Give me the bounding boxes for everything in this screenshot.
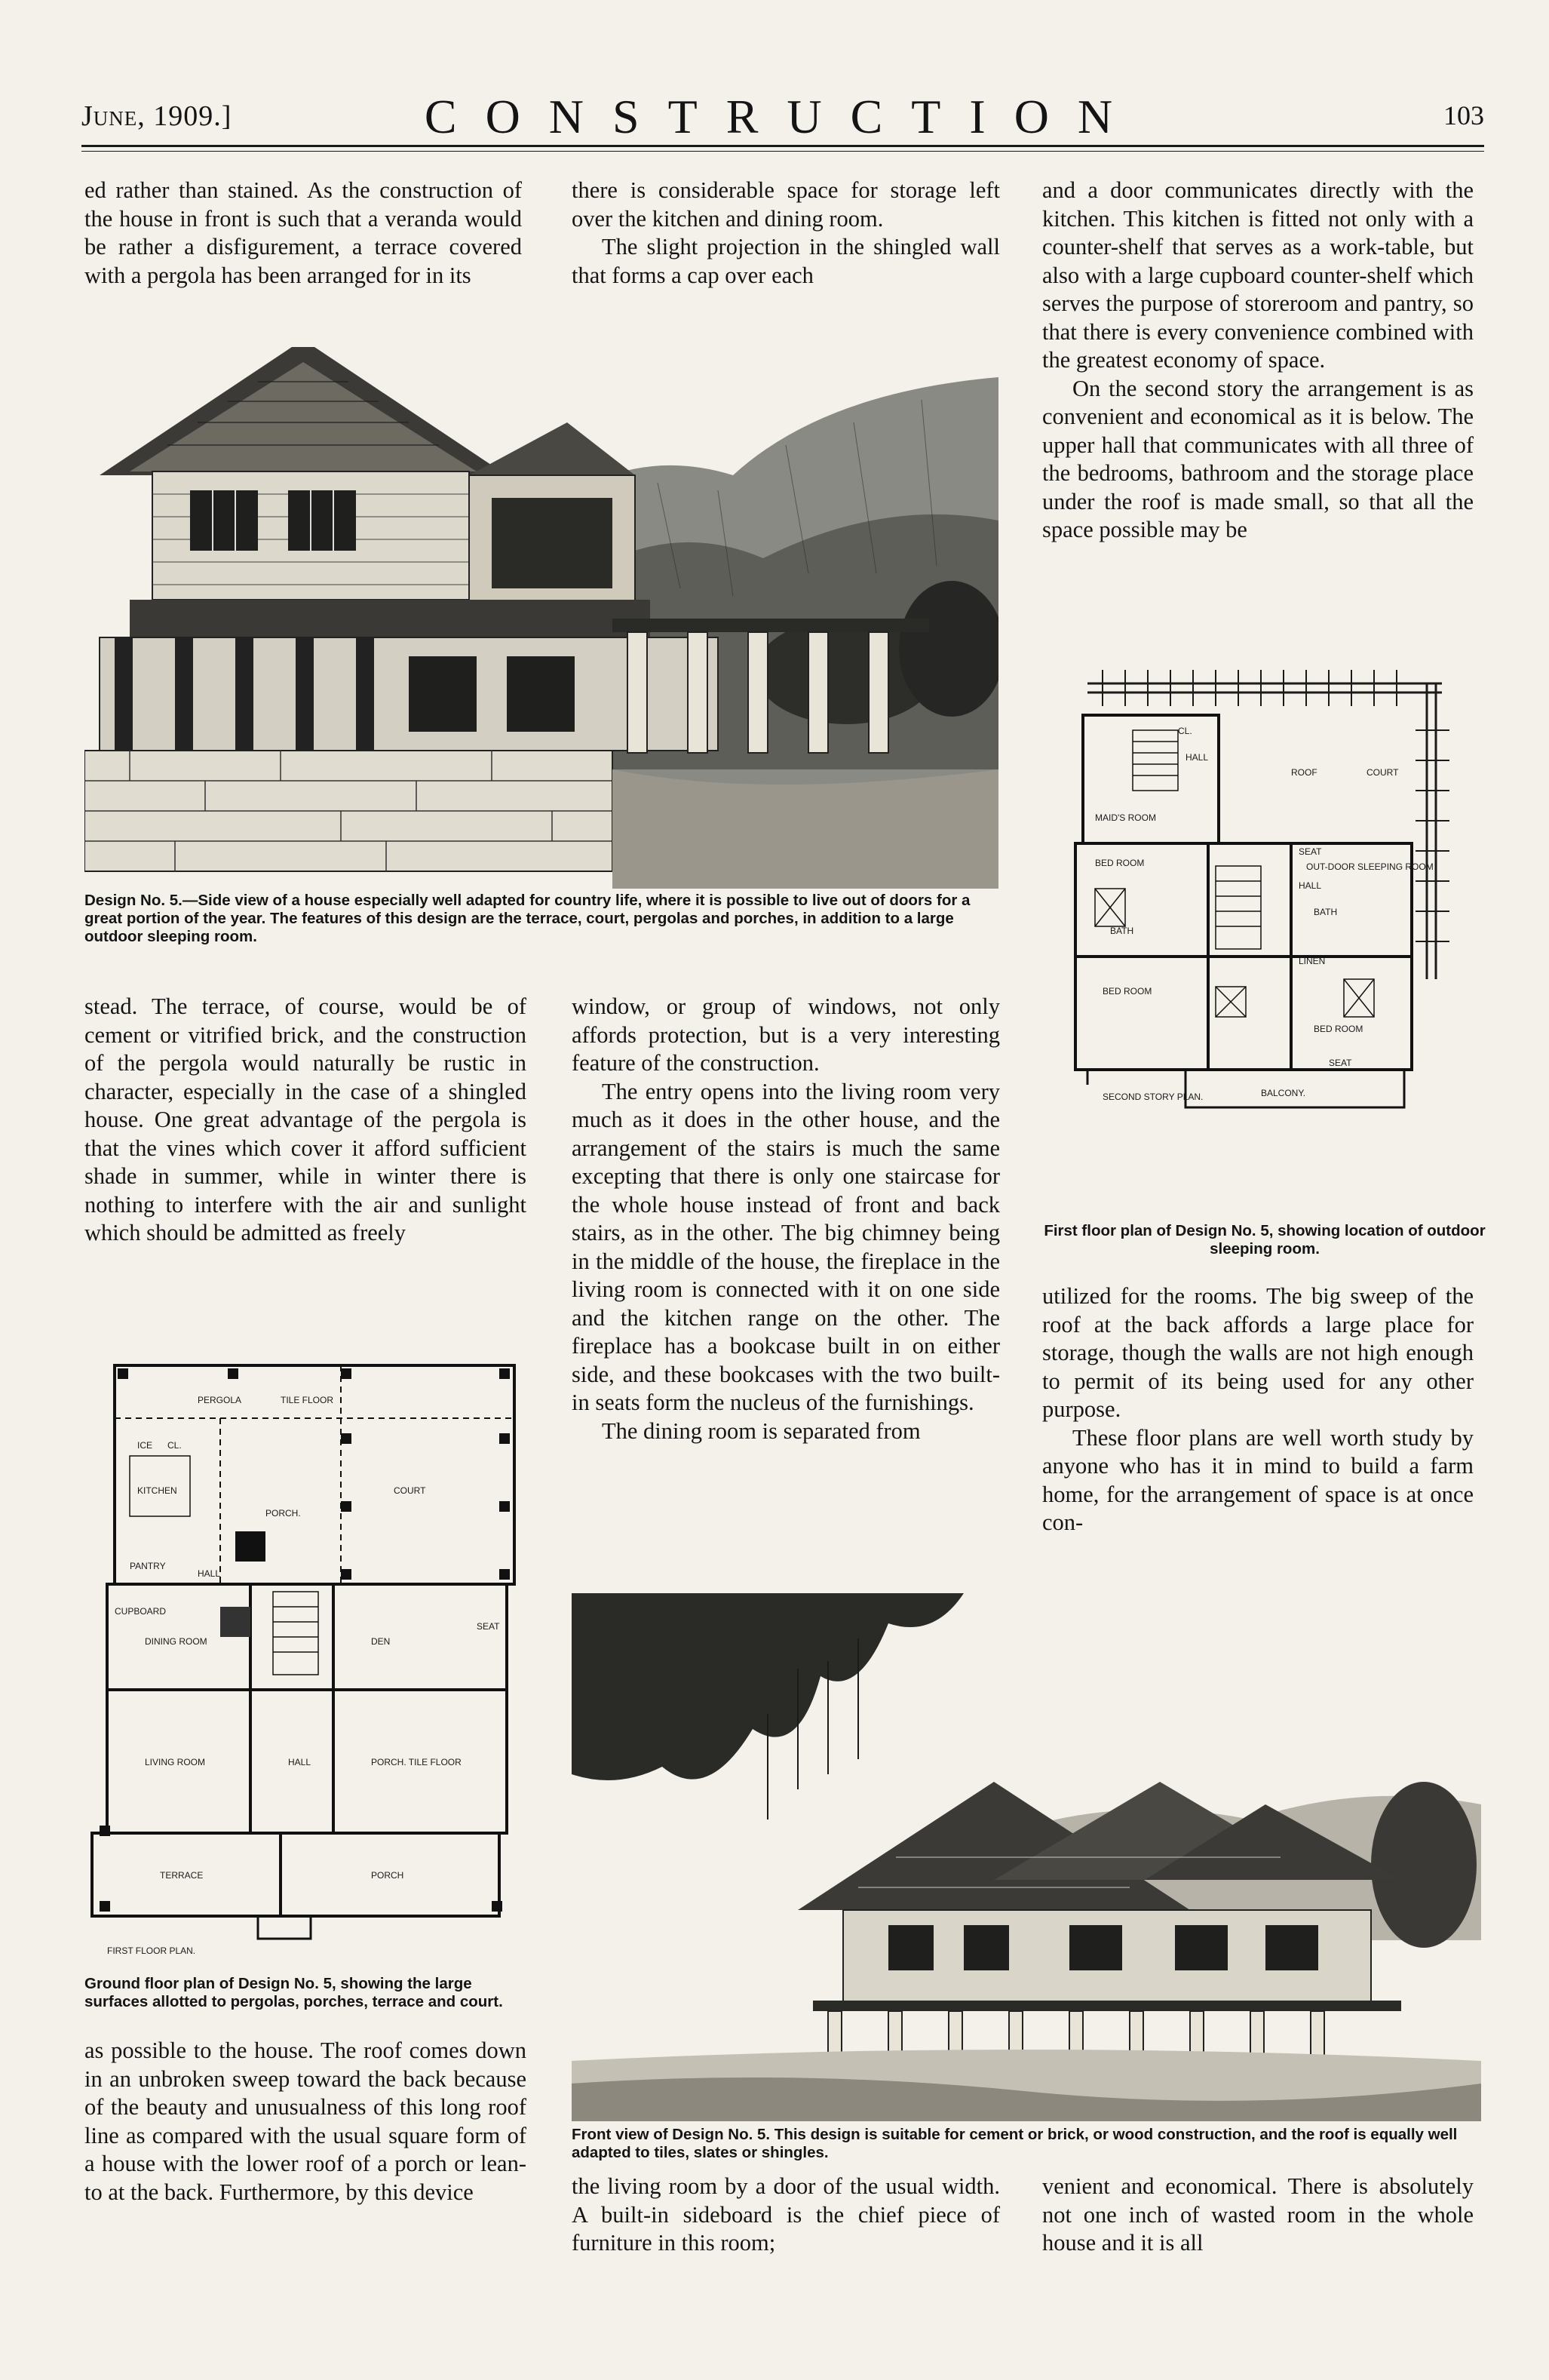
paragraph: ed rather than stained. As the construction of the house in front is such that a veranda would be rather a disfigurement, a terrace covered with a pergola has been arranged for in its	[84, 177, 522, 288]
running-header	[81, 89, 1484, 145]
caption-front-view: Front view of Design No. 5. This design is suitable for cement or brick, or wood construction, and the roof is equally well adapted to tiles, slates or shingles.	[572, 2126, 1458, 2161]
side-view-illustration	[84, 347, 998, 889]
plan-label: SEAT	[1329, 1058, 1352, 1068]
paragraph: The slight projection in the shingled wall that forms a cap over each	[572, 234, 1000, 288]
issue-date: June, 1909.]	[81, 100, 232, 132]
paragraph: the living room by a door of the usual width. A built-in sideboard is the chief piece of furniture in this room;	[572, 2173, 1000, 2256]
plan-label: LINEN	[1299, 956, 1326, 966]
plan-label: HALL	[1186, 752, 1209, 763]
plan-label: SECOND STORY PLAN.	[1103, 1092, 1204, 1102]
paragraph: stead. The terrace, of course, would be of cement or vitrified brick, and the construction of the pergola would naturally be rustic in character, especially in the case of a shingled house. One great advantage of the pergola is that the vines which cover it afford sufficient shade in summer, while in winter there is nothing to interfere with the air and sunlight which should be admitted as freely	[84, 993, 526, 1245]
paragraph: The dining room is separated from	[602, 1417, 921, 1444]
plan-label: COURT	[1366, 767, 1399, 778]
plan-label: ICE	[137, 1440, 153, 1451]
plan-label: COURT	[394, 1485, 426, 1496]
header-rule-thin	[81, 151, 1484, 152]
plan-label: TERRACE	[160, 1870, 204, 1881]
plan-label: BED ROOM	[1103, 986, 1152, 997]
paragraph: On the second story the arrangement is as convenient and economical as it is below. The upper hall that communicates with all three of the bedrooms, bathroom and the storage place under the roof is made small, so that all the space possible may be	[1042, 375, 1474, 542]
plan-label: PANTRY	[130, 1561, 166, 1571]
plan-label: BALCONY.	[1261, 1088, 1306, 1098]
plan-label: CL.	[1178, 726, 1192, 736]
plan-label: PORCH	[371, 1870, 404, 1881]
header-rule	[81, 145, 1484, 147]
plan-label: PORCH.	[265, 1508, 301, 1519]
caption-ground-floor-plan: Ground floor plan of Design No. 5, showing the large surfaces allotted to pergolas, porches, terrace and court.	[84, 1975, 503, 2010]
plan-label: BATH	[1314, 907, 1338, 917]
caption-side-view: Design No. 5.—Side view of a house especially well adapted for country life, where it is possible to live out of doors for a great portion of the year. The features of this design are the terrace, court, pergolas and porches, in addition to a large outdoor sleeping room.	[84, 892, 971, 945]
plan-label: DEN	[371, 1636, 391, 1647]
plan-label: SEAT	[477, 1621, 500, 1632]
caption-second-floor-plan: First floor plan of Design No. 5, showing location of outdoor sleeping room.	[1044, 1222, 1486, 1258]
plan-label: BATH	[1110, 926, 1134, 936]
col2-bottom-text	[572, 2173, 1000, 2258]
paragraph: The entry opens into the living room very much as it does in the other house, and the arrangement of the stairs is much the same excepting that there is only one staircase for the whole house instead of front and back stairs, as in the other. The big chimney being in the middle of the house, the fireplace in the living room is connected with it on one side and the kitchen range on the other. The fireplace has a bookcase built in on either side, and these bookcases with the two built-in seats form the nucleus of the furnishings.	[572, 1078, 1000, 1415]
plan-label: MAID'S ROOM	[1095, 812, 1156, 823]
plan-label: DINING ROOM	[145, 1636, 207, 1647]
front-view-illustration	[572, 1593, 1481, 2121]
plan-label: HALL	[288, 1757, 311, 1767]
plan-label: BED ROOM	[1095, 858, 1145, 868]
plan-label: OUT-DOOR SLEEPING ROOM	[1306, 861, 1434, 872]
plan-label: PERGOLA	[198, 1395, 242, 1405]
col3-top-text	[1042, 177, 1474, 545]
plan-label: PORCH. TILE FLOOR	[371, 1757, 462, 1767]
page-number: 103	[1443, 100, 1484, 131]
plan-label: FIRST FLOOR PLAN.	[107, 1945, 196, 1956]
plan-label: ROOF	[1291, 767, 1317, 778]
plan-label: SEAT	[1299, 846, 1322, 857]
ground-floor-plan	[84, 1343, 529, 1969]
plan-label: LIVING ROOM	[145, 1757, 206, 1767]
plan-label: CL.	[167, 1440, 182, 1451]
col1-top-text	[84, 177, 522, 290]
plan-label: KITCHEN	[137, 1485, 177, 1496]
col3-bottom-text	[1042, 2173, 1474, 2258]
paragraph: These floor plans are well worth study by anyone who has it in mind to build a farm home, for the arrangement of space is at once con-	[1042, 1424, 1474, 1535]
magazine-title: CONSTRUCTION	[424, 90, 1142, 143]
col3-mid-text	[1042, 1282, 1474, 1537]
paragraph: window, or group of windows, not only affords protection, but is a very interesting feature of the construction.	[572, 993, 1000, 1076]
col1-bottom-text	[84, 2037, 526, 2206]
paragraph: there is considerable space for storage left over the kitchen and dining room.	[572, 177, 1000, 232]
second-story-floor-plan	[1065, 662, 1463, 1190]
col2-mid-text	[572, 993, 1000, 1445]
paragraph: and a door communicates directly with the kitchen. This kitchen is fitted not only with a counter-shelf that serves as a work-table, but also with a large cupboard counter-shelf which serves the purpose of storeroom and pantry, so that there is every convenience combined with the greatest economy of space.	[1042, 177, 1474, 373]
plan-label: CUPBOARD	[115, 1606, 167, 1617]
plan-label: HALL	[1299, 880, 1322, 891]
paragraph: utilized for the rooms. The big sweep of the roof at the back affords a large place for storage, though the walls are not high enough to permit of its being used for any other purpose.	[1042, 1283, 1474, 1422]
plan-label: TILE FLOOR	[281, 1395, 334, 1405]
col2-top-text	[572, 177, 1000, 290]
paragraph: venient and economical. There is absolutely not one inch of wasted room in the whole house and it is all	[1042, 2173, 1474, 2256]
plan-label: BED ROOM	[1314, 1024, 1363, 1034]
plan-label: HALL	[198, 1568, 221, 1579]
col1-mid-text	[84, 993, 526, 1248]
paragraph: as possible to the house. The roof comes down in an unbroken sweep toward the back because of the beauty and unusualness of this long roof line as compared with the usual square form of a house with the lower roof of a porch or lean-to at the back. Furthermore, by this device	[84, 2038, 526, 2205]
